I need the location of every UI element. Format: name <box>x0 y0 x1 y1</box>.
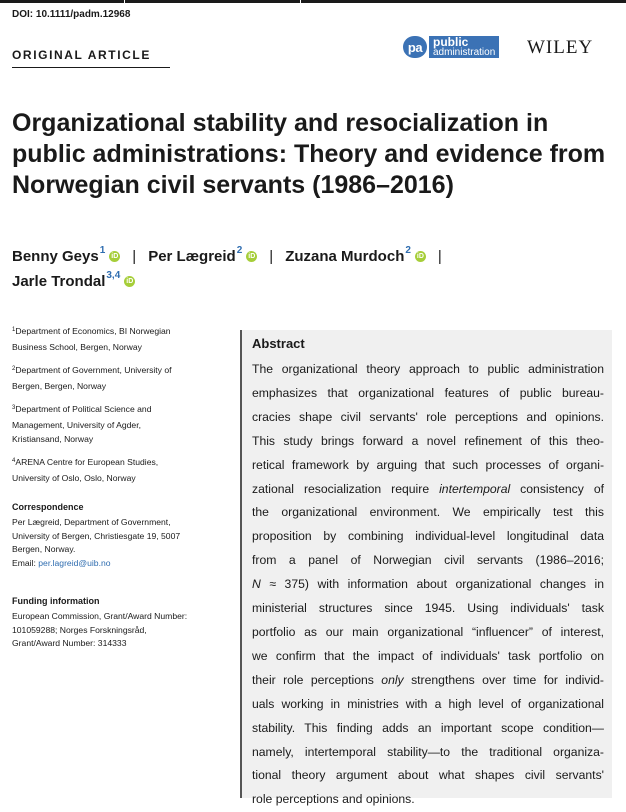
journal-logo-mark: pa <box>403 36 427 58</box>
funding-text <box>12 610 227 651</box>
affiliation-number: 3 <box>12 405 16 411</box>
affiliation-text: Kristiansand, Norway <box>12 434 94 444</box>
title-line: Norwegian civil servants (1986–2016) <box>12 171 454 199</box>
abstract-line: their role perceptions only strengthens over time for individ- <box>252 672 604 687</box>
correspondence-line: University of Bergen, Christiesgate 19, 5007 <box>12 530 181 541</box>
abstract-line: proposition by combining individual-level longitudinal data <box>252 529 604 544</box>
journal-logo-line1: public <box>433 35 469 49</box>
abstract-line: cracies shape civil servants' role perceptions and opinions. <box>252 409 604 424</box>
author-line <box>12 244 454 269</box>
affiliation-number: 2 <box>12 366 16 372</box>
affiliation-text: Department of Economics, BI Norwegian <box>15 326 171 336</box>
author-affiliation-ref[interactable]: 1 <box>99 245 106 256</box>
abstract-line: the organizational environment. We empirically test this <box>252 505 604 520</box>
affiliation-text: Department of Government, University of <box>15 365 172 375</box>
affiliation <box>12 324 227 354</box>
author-separator: | <box>437 248 442 265</box>
abstract-line: namely, intertemporal stability—to the traditional organiza- <box>252 744 604 759</box>
funding-line: Grant/Award Number: 314333 <box>12 638 127 648</box>
journal-logo-line2: administration <box>433 47 496 58</box>
abstract-line: from a panel of Norwegian civil servants (1986–2016; <box>252 553 604 568</box>
author-line <box>12 269 454 294</box>
abstract-line: uals working in ministries with a high level of organizational <box>252 696 604 711</box>
orcid-icon[interactable]: iD <box>111 253 119 260</box>
correspondence-line: Per Lægreid, Department of Government, <box>12 517 171 527</box>
author-separator: | <box>269 248 274 265</box>
abstract-line: ministerial structures since 1945. Using individuals' task <box>252 601 604 616</box>
journal-logo[interactable] <box>403 36 499 58</box>
affiliation-text: Bergen, Bergen, Norway <box>12 381 107 391</box>
funding-line: 101059288; Norges Forskningsråd, <box>12 624 147 635</box>
affiliation <box>12 455 227 485</box>
correspondence-line: Bergen, Norway. <box>12 544 76 554</box>
title-line: Organizational stability and resocialization in <box>12 109 549 137</box>
affiliation-number: 1 <box>12 327 16 333</box>
doi[interactable]: DOI: 10.1111/padm.12968 <box>12 9 131 20</box>
header-rule <box>0 0 626 3</box>
affiliation-text: Department of Political Science and <box>15 404 152 414</box>
journal-logo-text <box>429 36 499 58</box>
abstract-line: tional theory argument about what shapes civil servants' <box>252 768 604 783</box>
author-name[interactable]: Jarle Trondal <box>12 273 106 290</box>
affiliation-text: ARENA Centre for European Studies, <box>15 457 159 467</box>
funding-heading: Funding information <box>12 596 100 606</box>
funding-line: European Commission, Grant/Award Number: <box>12 611 188 621</box>
orcid-icon[interactable]: iD <box>416 253 424 260</box>
abstract-line: The organizational theory approach to public administration <box>252 362 604 376</box>
email-link[interactable]: per.lagreid@uib.no <box>38 557 111 568</box>
abstract-line: This study brings forward a novel refinement of this theo- <box>252 433 604 448</box>
publisher-logo[interactable]: WILEY <box>527 37 594 58</box>
header-rule-tick <box>124 0 125 3</box>
author-affiliation-ref[interactable]: 2 <box>236 245 243 256</box>
abstract-line: portfolio as our main organizational “influencer” of interest, <box>252 624 604 639</box>
author-separator: | <box>132 248 137 265</box>
abstract-text <box>252 358 604 812</box>
abstract-line: zational resocialization require intertemporal consistency of <box>252 481 604 496</box>
author-name[interactable]: Benny Geys <box>12 248 99 265</box>
orcid-icon[interactable]: iD <box>126 278 134 285</box>
abstract-line: stability. This finding adds an important scope condition— <box>252 720 604 735</box>
affiliation <box>12 402 227 446</box>
abstract-line: emphasizes that organizational features of public bureau- <box>252 385 604 400</box>
affiliation-text: Business School, Bergen, Norway <box>12 342 142 352</box>
author-list <box>12 244 454 294</box>
author-name[interactable]: Zuzana Murdoch <box>285 248 405 265</box>
correspondence-text <box>12 516 227 570</box>
author-affiliation-ref[interactable]: 2 <box>405 245 411 256</box>
article-type: ORIGINAL ARTICLE <box>12 48 151 62</box>
abstract-line: retical framework by arguing that such processes of organi- <box>252 457 604 472</box>
article-title <box>12 108 612 201</box>
affiliation-number: 4 <box>12 458 16 464</box>
abstract-line: role perceptions and opinions. <box>252 792 415 807</box>
affiliation-text: Management, University of Agder, <box>12 420 141 430</box>
affiliation-text: University of Oslo, Oslo, Norway <box>12 473 136 483</box>
abstract-line: we confirm that the impact of individuals' task portfolio on <box>252 648 604 663</box>
author-name[interactable]: Per Lægreid <box>148 248 236 265</box>
title-line: public administrations: Theory and evidence from <box>12 140 606 168</box>
email-label: Email: <box>12 557 39 568</box>
abstract-heading: Abstract <box>252 336 305 351</box>
affiliation <box>12 363 227 393</box>
author-affiliation-ref[interactable]: 3,4 <box>106 270 121 281</box>
correspondence-heading: Correspondence <box>12 502 84 512</box>
abstract-line: N ≈ 375) with information about organizational changes in <box>252 577 604 592</box>
article-type-underline <box>12 67 170 68</box>
header-rule-tick <box>300 0 301 3</box>
orcid-icon[interactable]: iD <box>248 253 256 260</box>
